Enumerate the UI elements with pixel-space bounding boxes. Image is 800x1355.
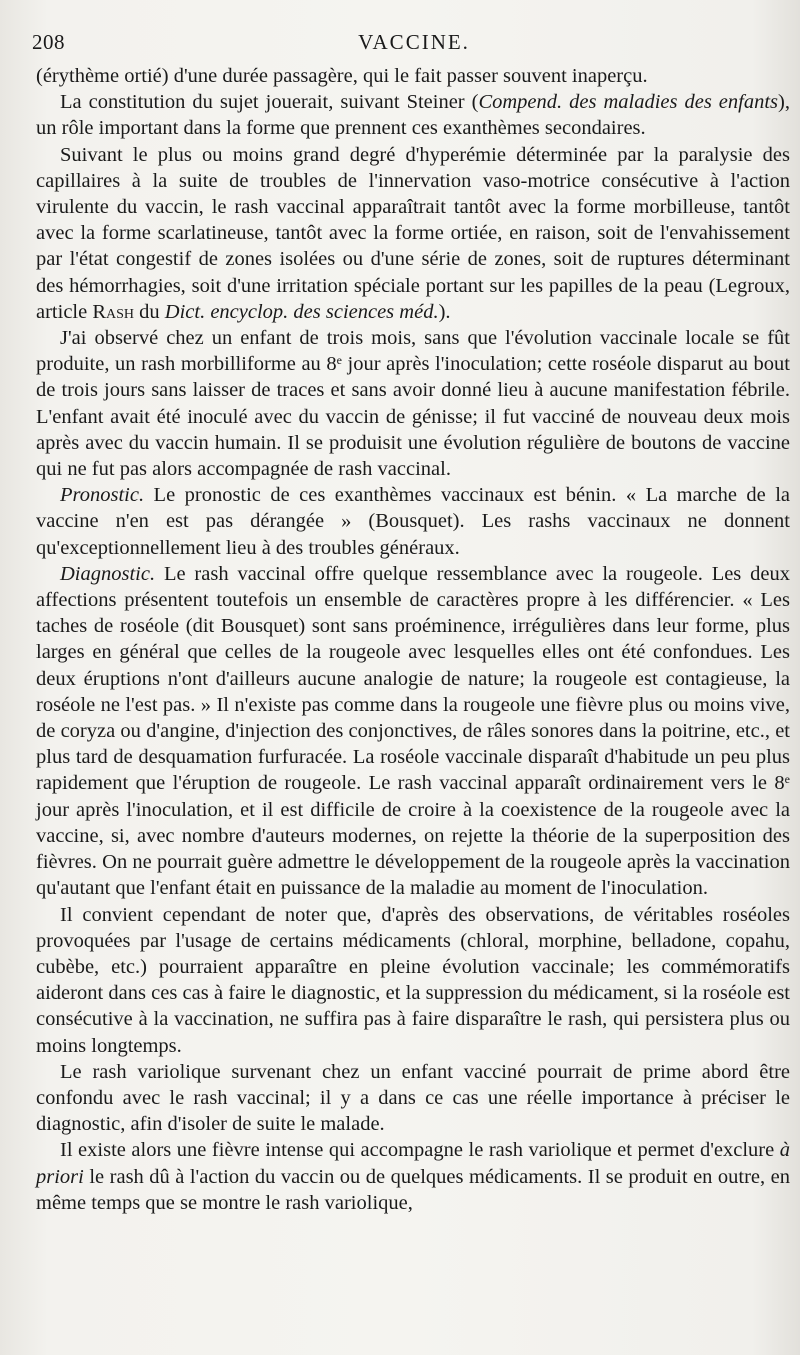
paragraph-rash-variolique: Le rash variolique survenant chez un enfant vacciné pourrait de prime abord être confondu avec le rash vaccinal; il y a dans ce cas une réelle importance à préciser le diagnostic, afin d'isoler de suite le malade. <box>36 1060 790 1136</box>
running-title: VACCINE. <box>358 30 470 54</box>
page-number: 208 <box>32 30 65 54</box>
paragraph-fievre: Il existe alors une fièvre intense qui accompagne le rash variolique et permet d'exclure à priori le rash dû à l'action du vaccin ou de quelques médicaments. Il se produit en outre, en même temps que se montre le rash variolique, <box>36 1139 790 1214</box>
paragraph-observation: J'ai observé chez un enfant de trois mois, sans que l'évolution vaccinale locale se fût produite, un rash morbilliforme au 8e jour après l'inoculation; cette roséole disparut au bout de trois jours sans laisser de traces et sans avoir donné lieu à aucune manifestation fébrile. L'enfant avait été inoculé avec du vaccin de génisse; il fut vacciné de nouveau deux mois après avec du vaccin humain. Il se produisit une évolution régulière de boutons de vaccine qui ne fut pas alors accompagnée de rash vaccinal. <box>36 327 790 481</box>
article-rash: Rash <box>92 300 135 323</box>
paragraph-diagnostic: Diagnostic. Le rash vaccinal offre quelque ressemblance avec la rougeole. Les deux affections présentent toutefois un ensemble de caractères propre à les différencier. « Les taches de roséole (dit Bousquet) sont sans proéminence, irrégulières dans leur forme, plus larges en général que celles de la rougeole avec lesquelles elles ont été confondues. Les deux éruptions n'ont d'ailleurs aucune analogie de nature; la rougeole est contagieuse, la roséole ne l'est pas. » Il n'existe pas comme dans la rougeole une fièvre plus ou moins vive, de coryza ou d'angine, d'injection des conjonctives, de râles sonores dans la poitrine, etc., et plus tard de desquamation furfuracée. La roséole vaccinale disparaît d'habitude un peu plus rapidement que l'éruption de rougeole. Le rash vaccinal apparaît ordinairement vers le 8e jour après l'inoculation, et il est difficile de croire à la coexistence de la rougeole avec la vaccine, si, avec nombre d'auteurs modernes, on rejette la théorie de la superposition des fièvres. On ne pourrait guère admettre le développement de la rougeole après la vaccination qu'autant que l'enfant était en puissance de la maladie au moment de l'inoculation. <box>36 562 790 900</box>
page-header <box>32 30 776 60</box>
paragraph-pronostic: Pronostic. Le pronostic de ces exanthèmes vaccinaux est bénin. « La marche de la vaccine n'en est pas dérangée » (Bousquet). Les rashs vaccinaux ne donnent qu'exceptionnellement lieu à des troubles généraux. <box>36 484 790 559</box>
paragraph-constitution: La constitution du sujet jouerait, suivant Steiner (Compend. des maladies des enfants), un rôle important dans la forme que prennent ces exanthèmes secondaires. <box>36 91 790 140</box>
paragraph-hyperemie: Suivant le plus ou moins grand degré d'hyperémie déterminée par la paralysie des capillaires à la suite de troubles de l'innervation vaso-motrice consécutive à l'action virulente du vaccin, le rash vaccinal apparaîtrait tantôt avec la forme morbilleuse, tantôt avec la forme scarlatineuse, tantôt avec la forme ortiée, en raison, soit de l'envahissement par l'état congestif de zones isolées ou d'une série de zones, soit de ruptures déterminant des hémorrhagies, soit d'une irritation spéciale portant sur les papilles de la peau (Legroux, article Rash du Dict. encyclop. des sciences méd.). <box>36 143 790 323</box>
citation-steiner: Compend. des maladies des enfants <box>478 91 779 114</box>
heading-pronostic: Pronostic. <box>60 484 145 507</box>
body-text <box>36 63 790 1216</box>
paragraph-continuation: (érythème ortié) d'une durée passagère, qui le fait passer souvent inaperçu. <box>36 65 648 87</box>
heading-diagnostic: Diagnostic. <box>60 562 156 585</box>
citation-dictionnaire: Dict. encyclop. des sciences méd. <box>164 300 439 323</box>
phrase-a-priori: à priori <box>36 1139 790 1188</box>
paragraph-medicaments: Il convient cependant de noter que, d'après des observations, de véritables roséoles provoquées par l'usage de certains médicaments (chloral, morphine, belladone, copahu, cubèbe, etc.) pourraient apparaître en pleine évolution vaccinale; les commémoratifs aideront dans ces cas à faire le diagnostic, et la suppression du médicament, si la roséole est consécutive à la vaccination, ne suffira pas à faire disparaître le rash, qui persistera plus ou moins longtemps. <box>36 903 790 1057</box>
